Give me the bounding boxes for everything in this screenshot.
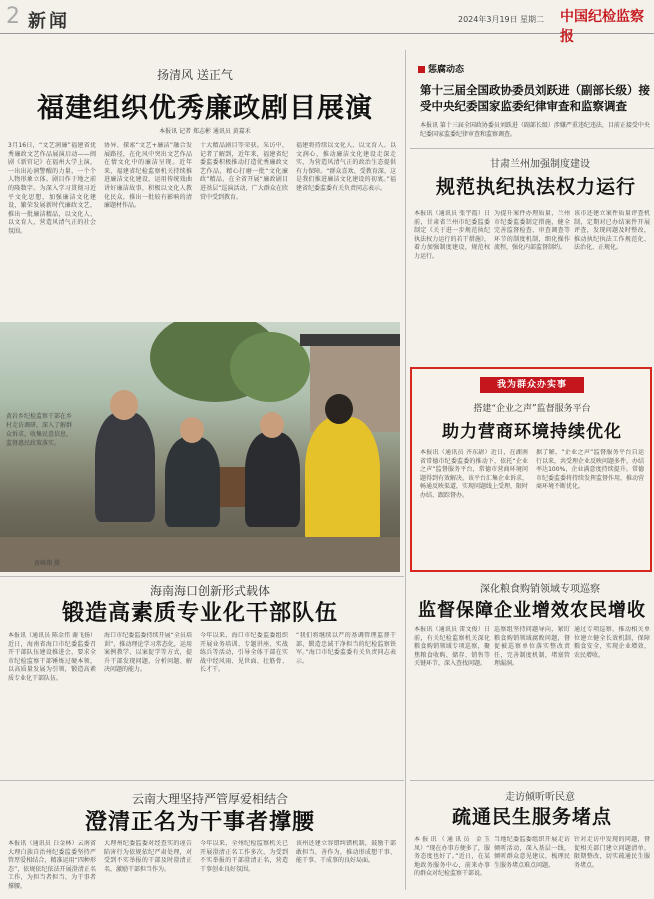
haikou-article-col-3: 今年以来，海口市纪委监委组织开展业务培训、专题讲座、实战练兵等活动，引导全体干部在实战中经风雨、见世面、壮筋骨、长才干。 — [200, 632, 288, 674]
yunnan-article-col-3: 今年以来，全州纪检监察机关已开展澄清正名工作多次，为受到不实举报的干部澄清正名，营造干事创业良好氛围。 — [200, 840, 288, 873]
gansu-article-col-1: 本报讯（通讯员 张宇霞）日前，甘肃省兰州市纪委监委制定《关于进一步规范执纪执法权力运行的若干措施》，着力加强制度建设，规范权力运行。 — [414, 210, 490, 260]
inspection-article-headline: 监督保障企业增效农民增收 — [418, 600, 646, 621]
section-name: 新闻 — [28, 11, 70, 32]
visit-article-headline: 疏通民生服务堵点 — [451, 806, 612, 828]
haikou-article-col-2: 海口市纪委监委持续开展“全员培训”，推动理论学习常态化，运用案例教学、以案促学等方式，提升干部发现问题、分析问题、解决问题的能力。 — [104, 632, 192, 674]
feature-label: 我为群众办实事 — [480, 377, 584, 393]
inspection-article-col-2: 巡察组坚持问题导向，紧盯粮食购销领域腐败问题，督促被巡察单位落实整改责任，完善制度机制，堵塞管理漏洞。 — [494, 626, 570, 668]
main-article-kicker: 扬清风 送正气 — [157, 68, 233, 82]
haikou-article-headline: 锻造高素质专业化干部队伍 — [61, 600, 338, 626]
gansu-article-headline: 规范执纪执法权力运行 — [435, 176, 636, 198]
tree-foliage — [230, 332, 310, 402]
corruption-news-body: 本报讯 第十三届全国政协委员刘跃进（副部长级）涉嫌严重违纪违法，目前正接受中央纪委国家监委纪律审查和监察调查。 — [420, 122, 650, 138]
section-divider — [410, 780, 654, 781]
visit-article-kicker: 走访倾听听民意 — [505, 792, 575, 803]
feature-box — [410, 367, 652, 572]
issue-weekday: 星期二 — [520, 15, 544, 24]
inspection-article-col-3: 通过专项巡察，推动相关单位建立健全长效机制，保障粮食安全，实现企业增效、农民增收。 — [574, 626, 650, 659]
yunnan-article-col-2: 大理州纪委监委对经查实的诬告陷害行为依规依纪严肃处理，对受到不实举报的干部及时澄清正名，激励干部担当作为。 — [104, 840, 192, 873]
person-elder-right — [245, 432, 300, 527]
main-article-col-4: 福建将持续以文化人、以文育人、以文润心，推动廉洁文化建设走深走实，为营造风清气正的政治生态提供有力保障。“群众喜欢、受教育深，这是我们推进廉洁文化建设的初衷。”福建省纪委监委有关负责同志表示。 — [296, 142, 396, 192]
person-elder-left-head — [180, 417, 204, 443]
feature-kicker: 搭建“企业之声”监督服务平台 — [473, 404, 591, 414]
yunnan-article-kicker: 云南大理坚持严管厚爱相结合 — [131, 792, 288, 806]
visit-article-col-1: 本报讯（通讯员 金玉凤）“现在办事方便多了，服务态度也好了。”近日，在某地政务服务中心，前来办事的群众对纪检监察干部说。 — [414, 836, 490, 878]
main-article-headline: 福建组织优秀廉政剧目展演 — [37, 93, 373, 124]
photo-credit: 黄峰翔 摄 — [34, 560, 60, 567]
feature-headline: 助力营商环境持续优化 — [442, 422, 622, 442]
person-elder-right-head — [260, 412, 284, 438]
page-number: 2 — [6, 4, 20, 29]
main-article-col-2: 协异、探索“文艺+廉洁”融合发展路径，在化风中突出文艺作品在情文化中的廉洁呈现。近年来，福建省纪检监察机关持续推进廉洁文化建设，运用传统戏曲讲好廉洁故事，积极以文化人教化民众，推出一批较有影响的清廉题材作品。 — [104, 142, 192, 210]
section-divider — [0, 780, 404, 781]
gansu-article-kicker: 甘肃兰州加强制度建设 — [490, 159, 590, 170]
haikou-article-kicker: 海南海口创新形式载体 — [149, 584, 270, 598]
column-divider — [405, 50, 406, 890]
visit-article-col-3: 针对走访中发现的问题，督促相关部门建立问题清单，限期整改，切实疏通民生服务堵点。 — [574, 836, 650, 869]
news-label-text: 惩腐动态 — [428, 65, 465, 75]
person-left-head — [110, 390, 138, 420]
yunnan-article-col-4: 该州还建立容错纠错机制，鼓励干部敢担当、善作为，推动形成想干事、能干事、干成事的良好局面。 — [296, 840, 396, 865]
main-article-byline: 本报讯 记者 郑志彬 通讯员 黄嘉禾 — [159, 128, 251, 135]
house-roof — [300, 334, 400, 346]
yunnan-article-headline: 澄清正名为干事者撑腰 — [84, 809, 315, 835]
corruption-news-headline: 第十三届全国政协委员刘跃进（副部长级）接受中央纪委国家监委纪律审查和监察调查 — [420, 83, 650, 113]
person-yellow-jacket — [305, 417, 380, 547]
news-label — [418, 62, 464, 75]
feature-col-1: 本报讯（通讯员 齐东尉）近日，在湖南省常德市纪委监委的推动下，依托“企业之声”监督服务平台，常德市营商环境问题得到有效解决。该平台汇集企业诉求，畅通反映渠道，实现问题线上受理、限时办结、跟踪督办。 — [420, 449, 528, 499]
section-divider — [0, 576, 404, 577]
news-photo — [0, 322, 400, 572]
main-article-col-3: 十大精品剧目等荣获。采访中，记者了解到，近年来，福建省纪委监委积极推动打造优秀廉政文艺作品，精心打磨一批“文化廉政”精品，在全省开展“廉政剧目进基层”巡演活动，广大群众在欣赏中受到教育。 — [200, 142, 288, 201]
main-article-col-1: 3月16日，“文艺润廉”福建省优秀廉政文艺作品展演启动——闽剧《新官记》在福州大学上演，一出出沁润警醒的力量，一个个人物形象立体。剧目作于地之前的隆数字。为深入学习贯彻习近平文化思想，加强廉洁文化建设，繁荣发展新时代廉政文艺，推出一批廉洁精品，以文化人、以文育人，营造风清气正的社会氛围。 — [8, 142, 96, 235]
masthead — [0, 0, 654, 45]
person-yellow-jacket-head — [325, 394, 353, 424]
gansu-article-col-2: 为提升案件办理质量，兰州市纪委监委制定措施，健全完善监督检查、审查调查等环节的制度机制，细化操作流程，强化内部监督制约。 — [494, 210, 570, 252]
haikou-article-col-4: “我们将继续以严的基调管理监督干部，锻造忠诚干净担当的纪检监察铁军。”海口市纪委监委有关负责同志表示。 — [296, 632, 396, 665]
person-elder-left — [165, 437, 220, 527]
person-left — [95, 412, 155, 522]
newspaper-logo: 中国纪检监察报 — [560, 9, 644, 45]
inspection-article-col-1: 本报讯（通讯员 雷文俊）日前，有关纪检监察机关深化粮食购销领域专项巡察，聚焦粮食收购、储存、销售等关键环节，深入查找问题。 — [414, 626, 490, 668]
gansu-article-col-3: 该市还建立案件质量评查机制，定期对已办结案件开展评查，发现问题及时整改，推动执纪执法工作规范化、法治化、正规化。 — [574, 210, 650, 252]
issue-date: 2024年3月19日 — [458, 15, 518, 24]
photo-caption: 黄岩乡纪检监察干部在乡村走访调研，深入了解群众诉求，收集民意信息，监督惠民政策落实。 — [6, 413, 73, 447]
visit-article-col-2: 当地纪委监委组织开展走访倾听活动，深入基层一线，倾听群众意见建议，梳理民生服务堵点难点问题。 — [494, 836, 570, 869]
yunnan-article-col-1: 本报讯（通讯员 白金林）云南省大理白族自治州纪委监委坚持严管厚爱相结合，精准运用“四种形态”，依规依纪依法开展澄清正名工作，为担当者担当、为干事者撑腰。 — [8, 840, 96, 890]
haikou-article-col-1: 本报讯（通讯员 陈金伟 谢飞扬）近日，海南省海口市纪委监委召开干部队伍建设推进会，要求全市纪检监察干部锤炼过硬本领，以高质量发展为引领，锻造高素质专业化干部队伍。 — [8, 632, 96, 682]
inspection-article-kicker: 深化粮食购销领域专项巡察 — [480, 584, 600, 595]
section-divider — [410, 148, 654, 149]
feature-col-2: 据了解，“企业之声”监督服务平台自运行以来，共受理企业反映问题多件，办结率达100%，企业满意度持续提升。常德市纪委监委将持续发挥监督作用，推动营商环境不断优化。 — [536, 449, 644, 491]
red-square-icon — [418, 66, 425, 73]
